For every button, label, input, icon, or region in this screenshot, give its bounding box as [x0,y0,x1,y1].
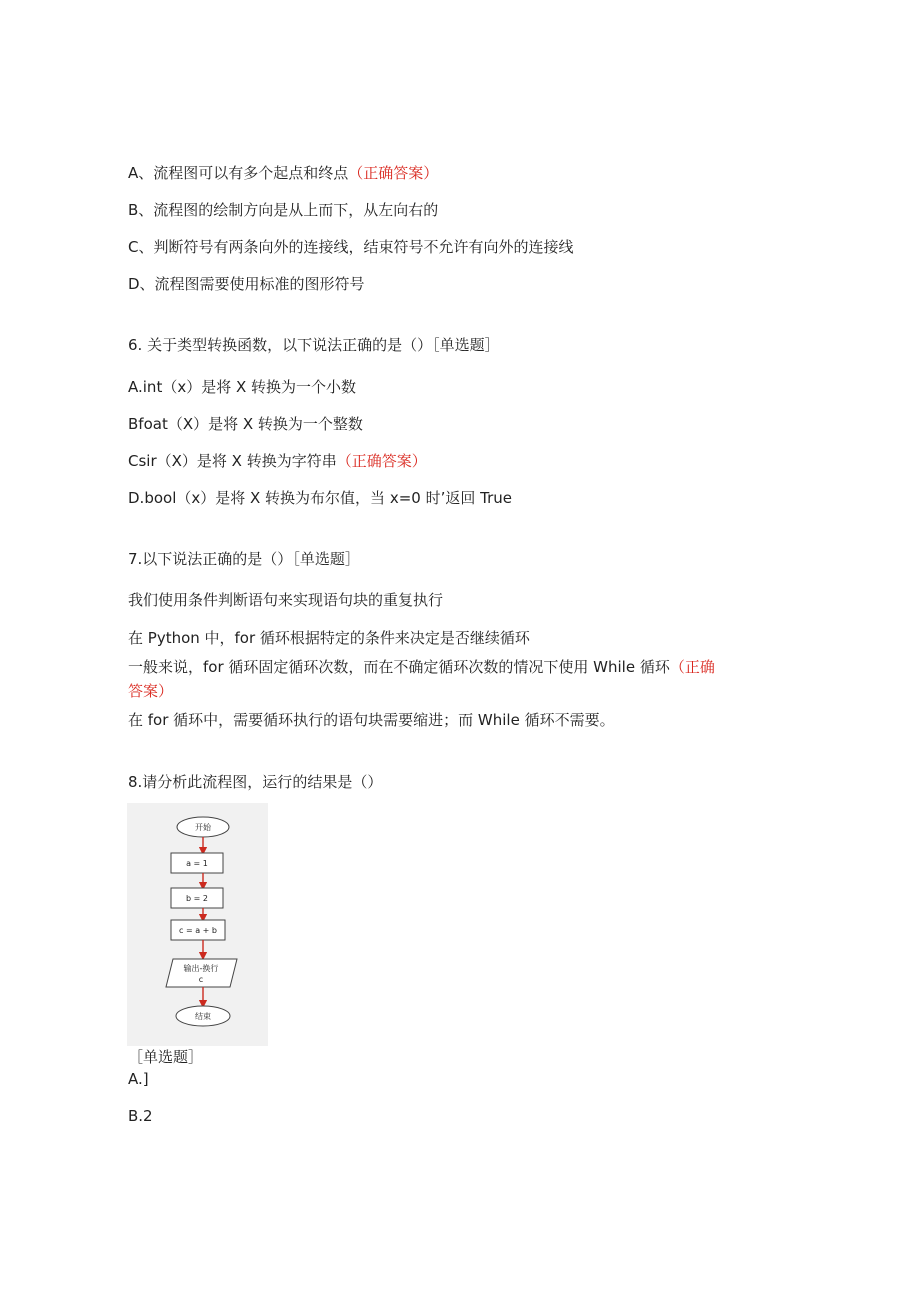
q5-option-c: C、判断符号有两条向外的连接线，结束符号不允许有向外的连接线 [128,238,574,256]
q6-option-d: D.bool（x）是将 X 转换为布尔值，当 x=0 时’返回 True [128,489,512,507]
end-label: 结束 [195,1012,211,1021]
q8-title: 8.请分析此流程图，运行的结果是（） [128,773,383,791]
q8-option-a: A.] [128,1070,149,1088]
q5-option-d: D、流程图需要使用标准的图形符号 [128,275,365,293]
flowchart-diagram [127,803,268,1046]
start-label: 开始 [195,823,211,832]
flowchart-image [127,803,268,1046]
output-label-line1: 输出-换行 [183,964,219,973]
q5-option-a: A、流程图可以有多个起点和终点（正确答案） [128,164,439,182]
q8-type-label: ［单选题］ [128,1048,204,1066]
correct-answer-mark: （正确 [669,658,715,676]
output-label-line2: c [198,975,204,984]
correct-answer-mark: （正确答案） [348,164,439,182]
process-c-label: c = a + b [179,926,217,935]
q7-title: 7.以下说法正确的是（）［单选题］ [128,550,360,568]
q7-option-1: 我们使用条件判断语句来实现语句块的重复执行 [128,591,444,609]
q8-option-b: B.2 [128,1107,153,1125]
process-b-label: b = 2 [186,894,208,903]
q6-option-a: A.int（x）是将 X 转换为一个小数 [128,378,357,396]
correct-answer-mark: （正确答案） [336,452,427,470]
q5-option-b: B、流程图的绘制方向是从上而下，从左向右的 [128,201,439,219]
q7-option-2: 在 Python 中，for 循环根据特定的条件来决定是否继续循环 [128,629,530,647]
q7-option-3-mark-continued: 答案） [128,682,174,700]
q7-option-3: 一般来说，for 循环固定循环次数，而在不确定循环次数的情况下使用 While 循环（正确 [128,658,715,676]
q6-title: 6. 关于类型转换函数，以下说法正确的是（）［单选题］ [128,336,500,354]
q6-option-c: Csir（X）是将 X 转换为字符串（正确答案） [128,452,427,470]
q7-option-4: 在 for 循环中，需要循环执行的语句块需要缩进；而 While 循环不需要。 [128,711,615,729]
q6-option-b: Bfoat（X）是将 X 转换为一个整数 [128,415,363,433]
process-a-label: a = 1 [186,859,208,868]
